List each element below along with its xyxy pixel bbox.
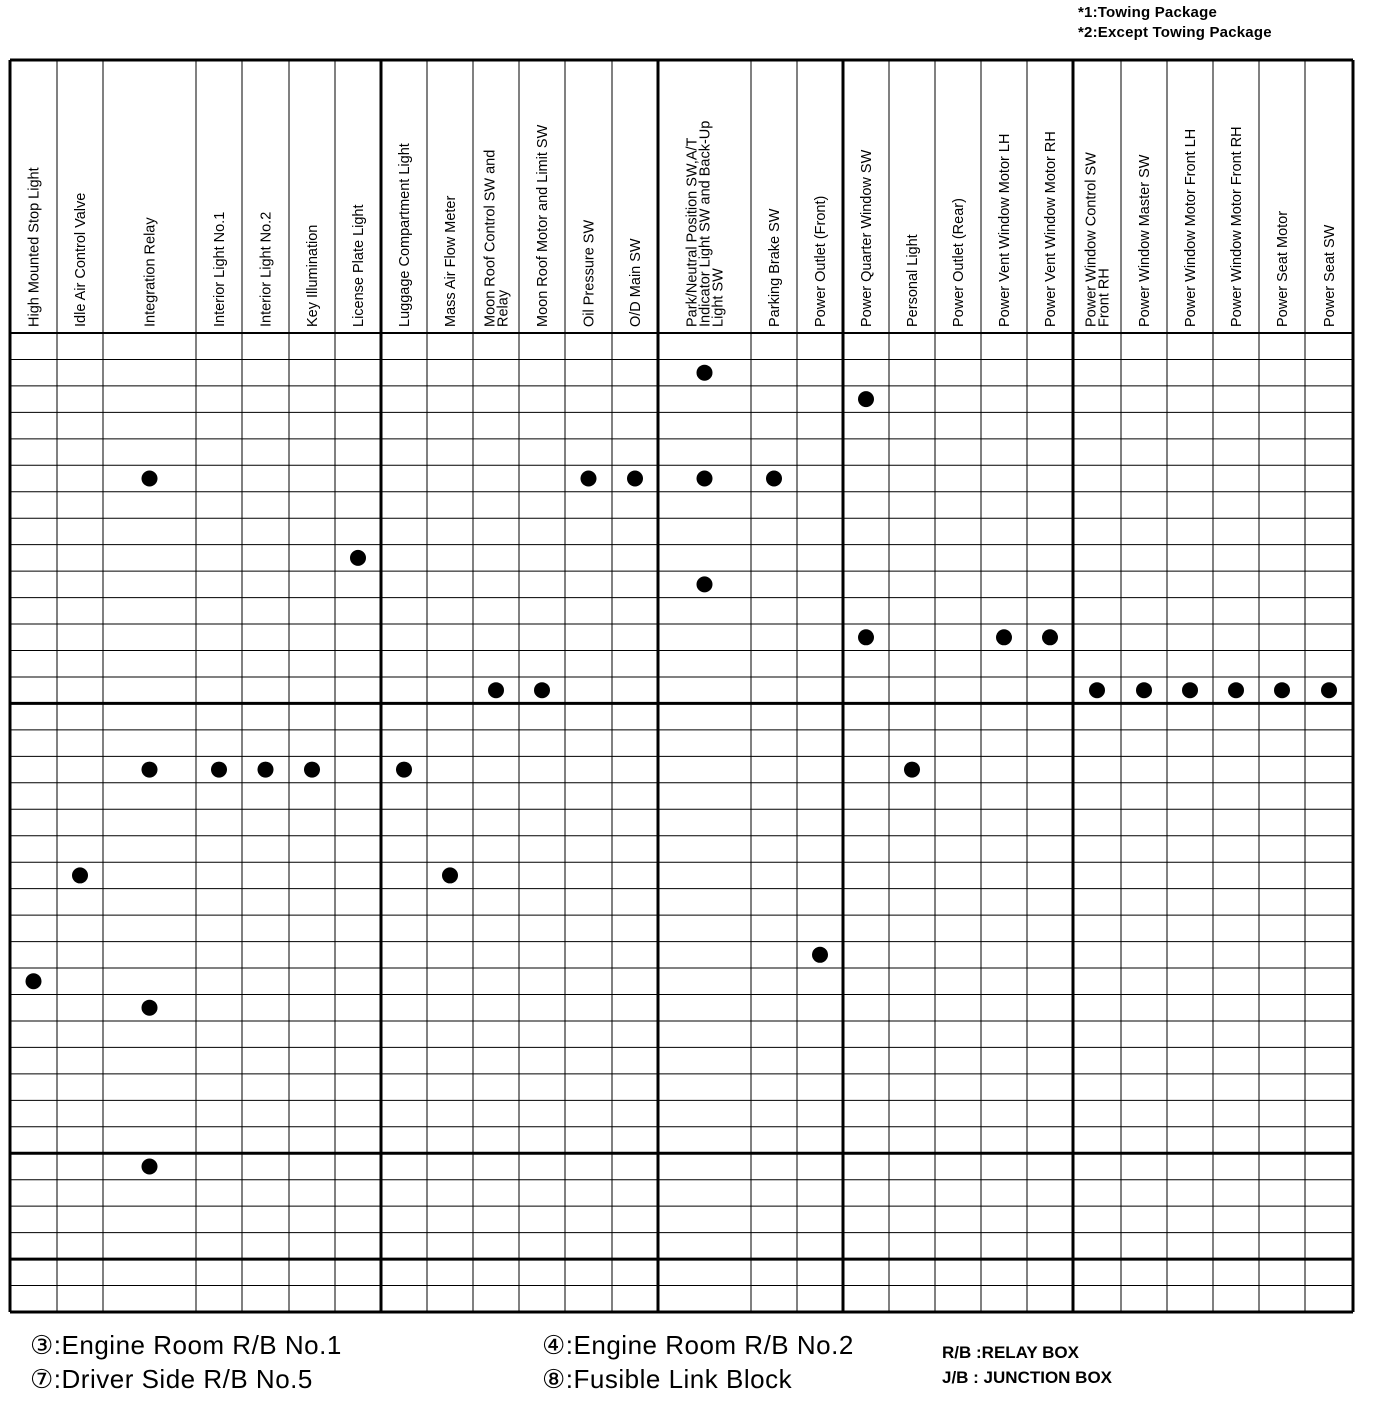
column-header-line: Idle Air Control Valve <box>73 192 89 327</box>
connection-dot <box>1089 682 1105 698</box>
connection-dot <box>1321 682 1337 698</box>
connection-dot <box>697 365 713 381</box>
connection-dot <box>304 762 320 778</box>
column-header <box>1043 131 1059 327</box>
column-header-line: Power Vent Window Motor RH <box>1043 131 1059 327</box>
connection-dot <box>858 391 874 407</box>
connection-dot <box>142 762 158 778</box>
footnote-towing: *1:Towing Package <box>1078 4 1217 21</box>
footnote-except-towing: *2:Except Towing Package <box>1078 24 1272 41</box>
legend-left <box>30 1328 342 1396</box>
connection-dot <box>1228 682 1244 698</box>
connection-dot <box>1274 682 1290 698</box>
connection-dot <box>904 762 920 778</box>
column-header <box>1322 224 1338 327</box>
column-header-line: Mass Air Flow Meter <box>443 195 459 327</box>
legend-engine-room-rb-2: ④:Engine Room R/B No.2 <box>542 1330 854 1360</box>
column-header-line: Moon Roof Motor and Limit SW <box>535 124 551 327</box>
column-header-line: Personal Light <box>905 234 921 327</box>
connection-dot <box>534 682 550 698</box>
connection-dot <box>258 762 274 778</box>
legend-engine-room-rb-1: ③:Engine Room R/B No.1 <box>30 1330 342 1360</box>
column-header-line: Relay <box>495 289 512 327</box>
column-header-line: Interior Light No.2 <box>258 211 275 327</box>
column-header <box>143 217 159 327</box>
column-header <box>859 149 875 327</box>
connection-dot <box>142 471 158 487</box>
connection-dot <box>766 471 782 487</box>
column-header-line: Integration Relay <box>142 217 159 327</box>
column-header <box>73 193 89 327</box>
connection-dot <box>442 867 458 883</box>
column-header-line: Power Window Control SW <box>1083 152 1100 327</box>
connection-dot <box>697 576 713 592</box>
column-header-line: Power Quarter Window SW <box>859 149 875 327</box>
column-header <box>582 220 598 327</box>
connection-dot <box>627 471 643 487</box>
connection-dot <box>697 471 713 487</box>
column-header <box>767 208 783 327</box>
column-header <box>397 143 413 327</box>
column-header-line: Moon Roof Control SW and <box>482 149 499 327</box>
column-header-line: Power Window Master SW <box>1137 154 1153 327</box>
column-header-line: Power Window Motor Front RH <box>1229 126 1245 327</box>
legend-fusible-link-block: ⑧:Fusible Link Block <box>542 1364 793 1394</box>
connection-dot <box>211 762 227 778</box>
connection-dot <box>396 762 412 778</box>
column-header <box>1275 211 1291 327</box>
connection-dot <box>812 947 828 963</box>
connection-dot <box>142 1158 158 1174</box>
column-header <box>905 234 921 327</box>
column-header-line: Power Outlet (Front) <box>813 195 829 327</box>
column-header <box>483 150 512 327</box>
connection-dot <box>26 973 42 989</box>
column-header <box>535 124 551 327</box>
jb-definition: J/B : JUNCTION BOX <box>942 1368 1113 1387</box>
connection-dot <box>142 1000 158 1016</box>
column-header-line: High Mounted Stop Light <box>26 167 43 327</box>
column-header-line: Power Seat SW <box>1322 224 1338 327</box>
column-header-line: Parking Brake SW <box>767 208 783 327</box>
column-header <box>951 198 967 327</box>
column-header-line: Luggage Compartment Light <box>397 143 413 327</box>
column-header-line: License Plate Light <box>351 204 367 327</box>
column-header <box>685 121 727 327</box>
column-header <box>212 212 228 327</box>
column-header-line: Power Window Motor Front LH <box>1183 128 1199 327</box>
column-header-line: O/D Main SW <box>628 238 644 327</box>
column-header <box>813 196 829 327</box>
connection-dot <box>1042 629 1058 645</box>
column-header-line: Power Seat Motor <box>1275 210 1291 327</box>
column-header <box>443 196 459 327</box>
connection-dot <box>1182 682 1198 698</box>
column-header <box>259 212 275 327</box>
column-header-line: Park/Neutral Position SW,A/T <box>684 137 701 327</box>
column-header <box>997 134 1013 327</box>
connection-dot <box>996 629 1012 645</box>
column-header <box>1229 126 1245 327</box>
column-header-line: Front RH <box>1096 268 1113 327</box>
column-header-line: Power Vent Window Motor LH <box>997 133 1013 327</box>
column-header <box>305 225 321 327</box>
connection-dot <box>350 550 366 566</box>
column-header-line: Indicator Light SW and Back-Up <box>697 120 714 327</box>
legend-middle <box>542 1328 854 1396</box>
column-header <box>1084 152 1113 327</box>
column-header-line: Key Illumination <box>305 224 321 327</box>
column-header <box>351 204 367 327</box>
column-header <box>1183 129 1199 327</box>
abbreviation-legend <box>942 1340 1112 1390</box>
connection-dot <box>581 471 597 487</box>
column-header-line: Power Outlet (Rear) <box>951 198 967 327</box>
connection-dot <box>488 682 504 698</box>
column-header <box>628 238 644 327</box>
column-header-line: Light SW <box>710 268 727 327</box>
column-header-line: Interior Light No.1 <box>212 211 228 327</box>
column-header <box>1137 154 1153 327</box>
rb-definition: R/B :RELAY BOX <box>942 1343 1079 1362</box>
connection-dot <box>72 867 88 883</box>
connection-dot <box>858 629 874 645</box>
legend-driver-side-rb-5: ⑦:Driver Side R/B No.5 <box>30 1364 313 1394</box>
connection-dot <box>1136 682 1152 698</box>
column-header-line: Oil Pressure SW <box>581 219 598 327</box>
column-header <box>27 167 43 327</box>
